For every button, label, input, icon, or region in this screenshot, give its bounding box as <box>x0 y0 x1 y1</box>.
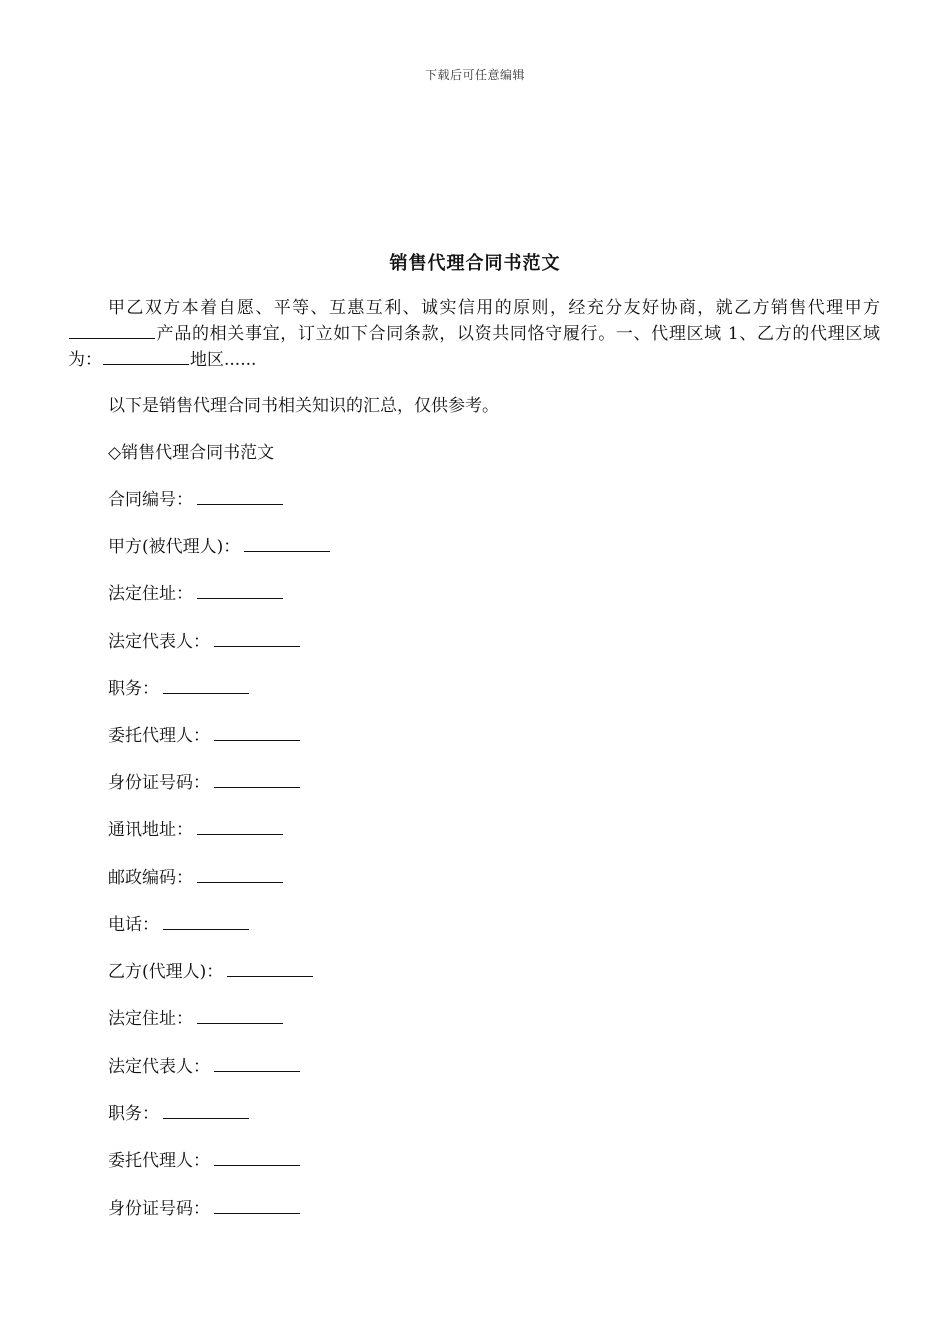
section-heading: ◇销售代理合同书范文 <box>108 443 275 463</box>
field-a-id <box>108 771 300 795</box>
field-label: 合同编号： <box>108 490 193 510</box>
field-label: 法定住址： <box>108 1009 193 1029</box>
field-label: 法定代表人： <box>108 1057 210 1077</box>
fill-blank <box>214 771 300 788</box>
field-label: 法定住址： <box>108 584 193 604</box>
field-label: 邮政编码： <box>108 868 193 888</box>
field-b-position <box>108 1102 249 1126</box>
field-party-a <box>108 535 330 559</box>
field-b-address <box>108 1007 283 1031</box>
fill-blank <box>163 913 249 930</box>
field-label: 通讯地址： <box>108 820 193 840</box>
fill-blank <box>214 724 300 741</box>
product-blank <box>69 321 155 339</box>
field-label: 委托代理人： <box>108 1151 210 1171</box>
field-label: 身份证号码： <box>108 773 210 793</box>
intro-text-2: 产品的相关事宜，订立如下合同条款，以资共同恪守履行。一、代理区域 1、乙方的代理区域为： <box>68 324 880 370</box>
field-contract-number <box>108 488 283 512</box>
intro-paragraph <box>68 296 880 373</box>
field-label: 电话： <box>108 915 159 935</box>
field-label: 身份证号码： <box>108 1199 210 1219</box>
fill-blank <box>163 1102 249 1119</box>
field-label: 乙方(代理人)： <box>108 962 224 982</box>
field-a-mail-address <box>108 818 283 842</box>
field-a-phone <box>108 913 249 937</box>
intro-text-1: 甲乙双方本着自愿、平等、互惠互利、诚实信用的原则，经充分友好协商，就乙方销售代理甲方 <box>108 298 880 318</box>
fill-blank <box>197 582 283 599</box>
fill-blank <box>214 1197 300 1214</box>
field-label: 甲方(被代理人)： <box>108 537 241 557</box>
field-label: 委托代理人： <box>108 726 210 746</box>
fill-blank <box>227 960 313 977</box>
field-label: 职务： <box>108 679 159 699</box>
field-a-agent <box>108 724 300 748</box>
region-blank <box>103 347 189 365</box>
field-party-b <box>108 960 313 984</box>
field-label: 职务： <box>108 1104 159 1124</box>
header-note: 下载后可任意编辑 <box>424 68 525 82</box>
field-a-legal-rep <box>108 630 300 654</box>
field-b-legal-rep <box>108 1055 300 1079</box>
document-title: 销售代理合同书范文 <box>389 253 561 274</box>
field-label: 法定代表人： <box>108 632 210 652</box>
field-b-id <box>108 1197 300 1221</box>
field-a-address <box>108 582 283 606</box>
fill-blank <box>197 818 283 835</box>
fill-blank <box>214 630 300 647</box>
fill-blank <box>163 677 249 694</box>
field-a-position <box>108 677 249 701</box>
intro-text-3: 地区...... <box>190 350 257 370</box>
fill-blank <box>214 1149 300 1166</box>
field-b-agent <box>108 1149 300 1173</box>
field-a-postcode <box>108 866 283 890</box>
fill-blank <box>197 488 283 505</box>
fill-blank <box>244 535 330 552</box>
fill-blank <box>214 1055 300 1072</box>
summary-line: 以下是销售代理合同书相关知识的汇总，仅供参考。 <box>108 396 499 416</box>
fill-blank <box>197 1007 283 1024</box>
fill-blank <box>197 866 283 883</box>
